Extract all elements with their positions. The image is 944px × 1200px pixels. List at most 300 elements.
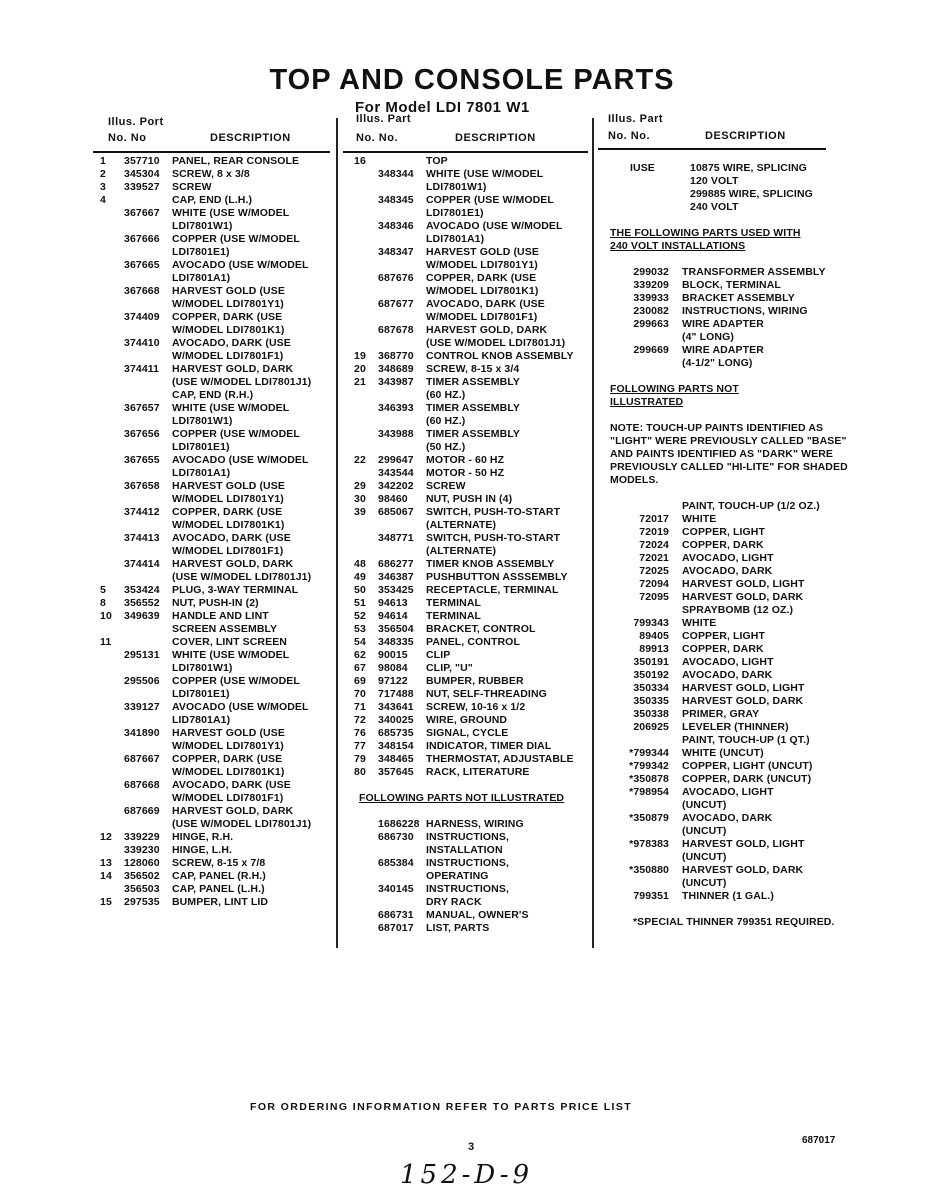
illus-number: 1 xyxy=(100,155,106,167)
illus-number: 76 xyxy=(354,727,366,739)
part-number xyxy=(124,350,172,363)
illus-number xyxy=(100,246,124,259)
illus-number: 15 xyxy=(100,896,112,908)
illus-number xyxy=(100,649,124,662)
part-number: 340145 xyxy=(378,883,414,895)
part-description: HARVEST GOLD, DARK xyxy=(172,363,294,375)
part-number: 72017 xyxy=(639,513,669,525)
part-description: COPPER (USE W/MODEL xyxy=(172,233,300,245)
part-number: 339230 xyxy=(124,844,160,856)
illus-number xyxy=(605,188,690,201)
part-number: 687667 xyxy=(124,753,160,765)
part-number: 356503 xyxy=(124,883,160,895)
illus-number xyxy=(100,844,124,857)
part-row xyxy=(605,760,850,773)
part-number: 367655 xyxy=(124,454,160,466)
header-illus-part: Illus. Port xyxy=(108,116,164,128)
part-number xyxy=(124,298,172,311)
illus-number xyxy=(354,272,378,285)
part-row xyxy=(354,311,574,324)
part-description: SWITCH, PUSH-TO-START xyxy=(426,532,561,544)
part-number: 686731 xyxy=(378,909,414,921)
part-description: HARVEST GOLD, DARK xyxy=(172,558,294,570)
part-number xyxy=(378,545,426,558)
illus-number xyxy=(354,909,378,922)
part-row xyxy=(605,175,850,188)
part-number xyxy=(124,467,172,480)
part-number xyxy=(378,519,426,532)
part-row xyxy=(354,857,574,870)
part-row xyxy=(100,675,311,688)
part-row xyxy=(605,747,850,760)
section-heading: THE FOLLOWING PARTS USED WITH 240 VOLT INSTALLATIONS xyxy=(610,227,801,252)
part-row xyxy=(605,513,850,526)
part-description: RACK, LITERATURE xyxy=(426,766,530,778)
part-description: WHITE (USE W/MODEL xyxy=(426,168,544,180)
illus-number: 54 xyxy=(354,636,366,648)
illus-number xyxy=(354,545,378,558)
part-row xyxy=(354,168,574,181)
part-number xyxy=(124,493,172,506)
part-description: CLIP xyxy=(426,649,451,661)
parts-block xyxy=(100,155,311,909)
part-description: 240 VOLT xyxy=(690,201,739,213)
part-row xyxy=(605,279,850,292)
part-row xyxy=(354,389,574,402)
part-row xyxy=(100,168,311,181)
part-description: 10875 WIRE, SPLICING xyxy=(690,162,807,174)
header-illus-part: Illus. Part xyxy=(608,113,664,125)
part-row xyxy=(100,532,311,545)
part-row xyxy=(100,350,311,363)
parts-column-3 xyxy=(605,162,850,929)
part-number: 687668 xyxy=(124,779,160,791)
part-row xyxy=(354,324,574,337)
part-row xyxy=(354,636,574,649)
part-description: INSTRUCTIONS, xyxy=(426,831,509,843)
part-description: AVOCADO, DARK (USE xyxy=(172,779,291,791)
part-row xyxy=(100,545,311,558)
part-number: 343641 xyxy=(378,701,414,713)
part-number: 349639 xyxy=(124,610,160,622)
part-number xyxy=(124,519,172,532)
illus-number: 20 xyxy=(354,363,366,375)
part-number xyxy=(378,389,426,402)
part-description: W/MODEL LDI7801Y1) xyxy=(172,493,284,505)
part-description: HARVEST GOLD, DARK xyxy=(682,695,804,707)
part-row xyxy=(605,812,850,825)
part-number: 687677 xyxy=(378,298,414,310)
part-description: AVOCADO, LIGHT xyxy=(682,656,774,668)
part-row xyxy=(605,643,850,656)
part-description: AVOCADO (USE W/MODEL xyxy=(172,454,309,466)
illus-number xyxy=(100,493,124,506)
part-row xyxy=(100,506,311,519)
part-number xyxy=(124,688,172,701)
part-description: HARVEST GOLD, DARK xyxy=(426,324,548,336)
part-number xyxy=(605,851,682,864)
part-number xyxy=(378,285,426,298)
part-row xyxy=(100,376,311,389)
section-heading: FOLLOWING PARTS NOT ILLUSTRATED xyxy=(610,383,739,408)
part-description: (ALTERNATE) xyxy=(426,519,497,531)
parts-block xyxy=(354,792,574,805)
part-row xyxy=(605,695,850,708)
column-header-2 xyxy=(354,113,592,153)
illus-number: 2 xyxy=(100,168,106,180)
part-number: 686277 xyxy=(378,558,414,570)
header-no: No. No. xyxy=(356,132,398,144)
part-row xyxy=(605,500,850,513)
part-row xyxy=(100,415,311,428)
illus-number: 51 xyxy=(354,597,366,609)
part-description: BLOCK, TERMINAL xyxy=(682,279,781,291)
part-row xyxy=(605,344,850,357)
part-row xyxy=(100,428,311,441)
part-description: SCREW xyxy=(426,480,466,492)
part-description: MOTOR - 50 HZ xyxy=(426,467,505,479)
part-number: 348771 xyxy=(378,532,414,544)
header-rule xyxy=(343,151,588,153)
part-number: 353424 xyxy=(124,584,160,596)
part-row xyxy=(100,714,311,727)
part-description: SCREW, 8 x 3/8 xyxy=(172,168,250,180)
illus-number xyxy=(354,220,378,233)
part-row xyxy=(100,610,311,623)
part-number: 72024 xyxy=(639,539,669,551)
illus-number xyxy=(100,727,124,740)
part-description: AVOCADO (USE W/MODEL xyxy=(426,220,563,232)
part-row xyxy=(354,844,574,857)
part-row xyxy=(100,753,311,766)
part-number: *350878 xyxy=(629,773,669,785)
part-number xyxy=(378,207,426,220)
part-number: 685384 xyxy=(378,857,414,869)
part-description: (UNCUT) xyxy=(682,799,727,811)
part-description: 299885 WIRE, SPLICING xyxy=(690,188,813,200)
part-description: (60 HZ.) xyxy=(426,415,466,427)
part-row xyxy=(605,877,850,890)
part-row xyxy=(100,337,311,350)
part-number: 339933 xyxy=(633,292,669,304)
illus-number: 14 xyxy=(100,870,112,882)
parts-block xyxy=(605,266,850,370)
part-description: LIST, PARTS xyxy=(426,922,490,934)
illus-number: 5 xyxy=(100,584,106,596)
part-description: (USE W/MODEL LDI7801J1) xyxy=(172,571,312,583)
part-number xyxy=(124,545,172,558)
illus-number xyxy=(100,623,124,636)
part-description: HARVEST GOLD (USE xyxy=(172,727,285,739)
part-row xyxy=(100,207,311,220)
part-description: SPRAYBOMB (12 OZ.) xyxy=(682,604,794,616)
part-description: COPPER, DARK (UNCUT) xyxy=(682,773,812,785)
part-row xyxy=(100,779,311,792)
illus-number xyxy=(100,402,124,415)
part-row xyxy=(605,331,850,344)
part-description: (UNCUT) xyxy=(682,877,727,889)
part-description: WHITE (USE W/MODEL xyxy=(172,402,290,414)
illus-number xyxy=(354,831,378,844)
part-number: *350880 xyxy=(629,864,669,876)
part-number: 97122 xyxy=(378,675,408,687)
part-description: (ALTERNATE) xyxy=(426,545,497,557)
part-row xyxy=(354,493,574,506)
part-row xyxy=(354,896,574,909)
part-row xyxy=(354,831,574,844)
illus-number: 10 xyxy=(100,610,112,622)
part-number: 348345 xyxy=(378,194,414,206)
part-description: COPPER, DARK (USE xyxy=(426,272,537,284)
part-number: 799343 xyxy=(633,617,669,629)
part-number xyxy=(124,740,172,753)
illus-number: 16 xyxy=(354,155,366,167)
part-row xyxy=(605,630,850,643)
part-row xyxy=(354,350,574,363)
part-description: (4-1/2" LONG) xyxy=(682,357,753,369)
part-description: AVOCADO, DARK xyxy=(682,669,773,681)
part-number: 341890 xyxy=(124,727,160,739)
part-number: 72021 xyxy=(639,552,669,564)
illus-number xyxy=(354,870,378,883)
part-number: *799344 xyxy=(629,747,669,759)
part-row xyxy=(354,584,574,597)
part-number xyxy=(124,623,172,636)
part-row xyxy=(100,454,311,467)
part-row xyxy=(354,714,574,727)
part-number: 357645 xyxy=(378,766,414,778)
part-number: 374412 xyxy=(124,506,160,518)
illus-number xyxy=(100,324,124,337)
part-number xyxy=(124,194,172,207)
illus-number xyxy=(354,896,378,909)
part-description: W/MODEL LDI7801Y1) xyxy=(172,298,284,310)
illus-number: 62 xyxy=(354,649,366,661)
part-description: W/MODEL LDI7801K1) xyxy=(172,519,285,531)
part-row xyxy=(100,324,311,337)
part-description: INSTRUCTIONS, WIRING xyxy=(682,305,808,317)
part-description: LDI7801A1) xyxy=(426,233,485,245)
part-number: 368770 xyxy=(378,350,414,362)
parts-block xyxy=(605,227,850,253)
part-number: 339127 xyxy=(124,701,160,713)
part-row xyxy=(100,363,311,376)
section-heading: FOLLOWING PARTS NOT ILLUSTRATED xyxy=(359,792,565,804)
illus-number xyxy=(100,519,124,532)
part-row xyxy=(605,539,850,552)
part-number xyxy=(378,233,426,246)
part-row xyxy=(100,480,311,493)
part-description: LDI7801W1) xyxy=(172,662,233,674)
part-number xyxy=(124,441,172,454)
part-description: W/MODEL LDI7801F1) xyxy=(172,545,284,557)
part-row xyxy=(354,922,574,935)
illus-number xyxy=(354,298,378,311)
part-description: WIRE ADAPTER xyxy=(682,318,764,330)
illus-number: 39 xyxy=(354,506,366,518)
part-number: 350192 xyxy=(633,669,669,681)
part-description: LDI7801E1) xyxy=(172,688,230,700)
part-number: 348689 xyxy=(378,363,414,375)
illus-number xyxy=(354,207,378,220)
part-number: 339229 xyxy=(124,831,160,843)
illus-number xyxy=(100,753,124,766)
part-row xyxy=(354,519,574,532)
parts-block xyxy=(354,155,574,779)
part-row xyxy=(354,545,574,558)
illus-number xyxy=(100,740,124,753)
illus-number: 30 xyxy=(354,493,366,505)
part-row xyxy=(354,909,574,922)
part-row xyxy=(100,597,311,610)
part-row xyxy=(354,727,574,740)
part-row xyxy=(605,578,850,591)
paint-note: NOTE: TOUCH-UP PAINTS IDENTIFIED AS "LIGHT" WERE PREVIOUSLY CALLED "BASE" AND PAINTS IDENTIFIED AS "DARK" WERE PREVIOUSLY CALLED "HI-LITE" FOR SHADED MODELS. xyxy=(610,422,848,486)
part-row xyxy=(354,233,574,246)
illus-number: 77 xyxy=(354,740,366,752)
part-row xyxy=(605,786,850,799)
part-description: AVOCADO, LIGHT xyxy=(682,786,774,798)
ordering-footer: FOR ORDERING INFORMATION REFER TO PARTS PRICE LIST xyxy=(250,1101,633,1113)
illus-number xyxy=(354,844,378,857)
part-number xyxy=(605,877,682,890)
part-description: LID7801A1) xyxy=(172,714,231,726)
part-row xyxy=(354,272,574,285)
part-description: DRY RACK xyxy=(426,896,482,908)
part-description: WHITE (UNCUT) xyxy=(682,747,764,759)
header-rule xyxy=(93,151,330,153)
illus-number xyxy=(100,545,124,558)
part-description: WHITE (USE W/MODEL xyxy=(172,649,290,661)
part-number xyxy=(124,246,172,259)
illus-number xyxy=(100,558,124,571)
part-description: PANEL, REAR CONSOLE xyxy=(172,155,300,167)
part-description: W/MODEL LDI7801Y1) xyxy=(172,740,284,752)
part-description: (USE W/MODEL LDI7801J1) xyxy=(172,818,312,830)
part-row xyxy=(100,285,311,298)
part-row xyxy=(100,298,311,311)
part-number: 94613 xyxy=(378,597,408,609)
illus-number xyxy=(100,792,124,805)
part-number xyxy=(378,181,426,194)
illus-number: 21 xyxy=(354,376,366,388)
part-row xyxy=(100,818,311,831)
part-row xyxy=(354,363,574,376)
part-row xyxy=(605,201,850,214)
part-number xyxy=(605,825,682,838)
part-number xyxy=(124,792,172,805)
part-description: COPPER, DARK xyxy=(682,643,764,655)
part-row xyxy=(100,623,311,636)
part-row xyxy=(354,441,574,454)
part-row xyxy=(100,493,311,506)
part-row xyxy=(354,402,574,415)
part-number: 72094 xyxy=(639,578,669,590)
part-number xyxy=(378,415,426,428)
part-number xyxy=(124,324,172,337)
illus-number xyxy=(354,324,378,337)
illus-number: 11 xyxy=(100,636,112,648)
part-row xyxy=(354,532,574,545)
part-number: 374414 xyxy=(124,558,160,570)
part-description: NUT, PUSH IN (4) xyxy=(426,493,513,505)
illus-number xyxy=(100,259,124,272)
header-no: No. No xyxy=(108,132,147,144)
parts-block xyxy=(605,422,850,487)
illus-number xyxy=(100,376,124,389)
part-row xyxy=(605,318,850,331)
part-row xyxy=(100,389,311,402)
part-row xyxy=(100,519,311,532)
parts-block xyxy=(605,916,850,929)
part-row xyxy=(605,838,850,851)
part-row xyxy=(100,220,311,233)
part-number: 687017 xyxy=(378,922,414,934)
part-description: HARVEST GOLD (USE xyxy=(426,246,539,258)
part-number: 339527 xyxy=(124,181,160,193)
part-description: BUMPER, LINT LID xyxy=(172,896,269,908)
part-number xyxy=(605,357,682,370)
part-description: INSTRUCTIONS, xyxy=(426,883,509,895)
part-description: SIGNAL, CYCLE xyxy=(426,727,509,739)
part-number: 356504 xyxy=(378,623,414,635)
part-number: 374411 xyxy=(124,363,160,375)
part-description: SCREW, 8-15 x 3/4 xyxy=(426,363,520,375)
part-description: COVER, LINT SCREEN xyxy=(172,636,287,648)
part-number xyxy=(378,870,426,883)
part-description: CLIP, "U" xyxy=(426,662,473,674)
part-row xyxy=(354,818,574,831)
part-row xyxy=(354,883,574,896)
part-row xyxy=(100,701,311,714)
part-row xyxy=(354,506,574,519)
part-row xyxy=(100,831,311,844)
part-description: LDI7801W1) xyxy=(172,415,233,427)
part-number xyxy=(605,604,682,617)
part-row xyxy=(100,181,311,194)
part-number: 94614 xyxy=(378,610,408,622)
part-description: W/MODEL LDI7801F1) xyxy=(172,350,284,362)
part-description: COPPER, DARK (USE xyxy=(172,753,283,765)
part-row xyxy=(354,662,574,675)
part-description: SCREW, 10-16 x 1/2 xyxy=(426,701,526,713)
part-number: 72095 xyxy=(639,591,669,603)
part-description: W/MODEL LDI7801Y1) xyxy=(426,259,538,271)
part-number: 295506 xyxy=(124,675,160,687)
part-row xyxy=(605,734,850,747)
part-row xyxy=(354,376,574,389)
part-description: HARVEST GOLD, DARK xyxy=(172,805,294,817)
part-row xyxy=(354,181,574,194)
part-description: WIRE, GROUND xyxy=(426,714,508,726)
part-row xyxy=(100,766,311,779)
header-no: No. No. xyxy=(608,130,650,142)
illus-number: 4 xyxy=(100,194,106,206)
illus-number xyxy=(354,181,378,194)
part-description: LDI7801A1) xyxy=(172,467,231,479)
illus-number xyxy=(354,532,378,545)
illus-number xyxy=(100,714,124,727)
part-description: COPPER, DARK (USE xyxy=(172,506,283,518)
illus-number xyxy=(354,233,378,246)
part-row xyxy=(354,246,574,259)
header-illus-part: Illus. Part xyxy=(356,113,412,125)
part-description: W/MODEL LDI7801K1) xyxy=(172,324,285,336)
parts-block xyxy=(605,162,850,214)
illus-number xyxy=(100,883,124,896)
part-number: 299669 xyxy=(633,344,669,356)
illus-number xyxy=(100,337,124,350)
